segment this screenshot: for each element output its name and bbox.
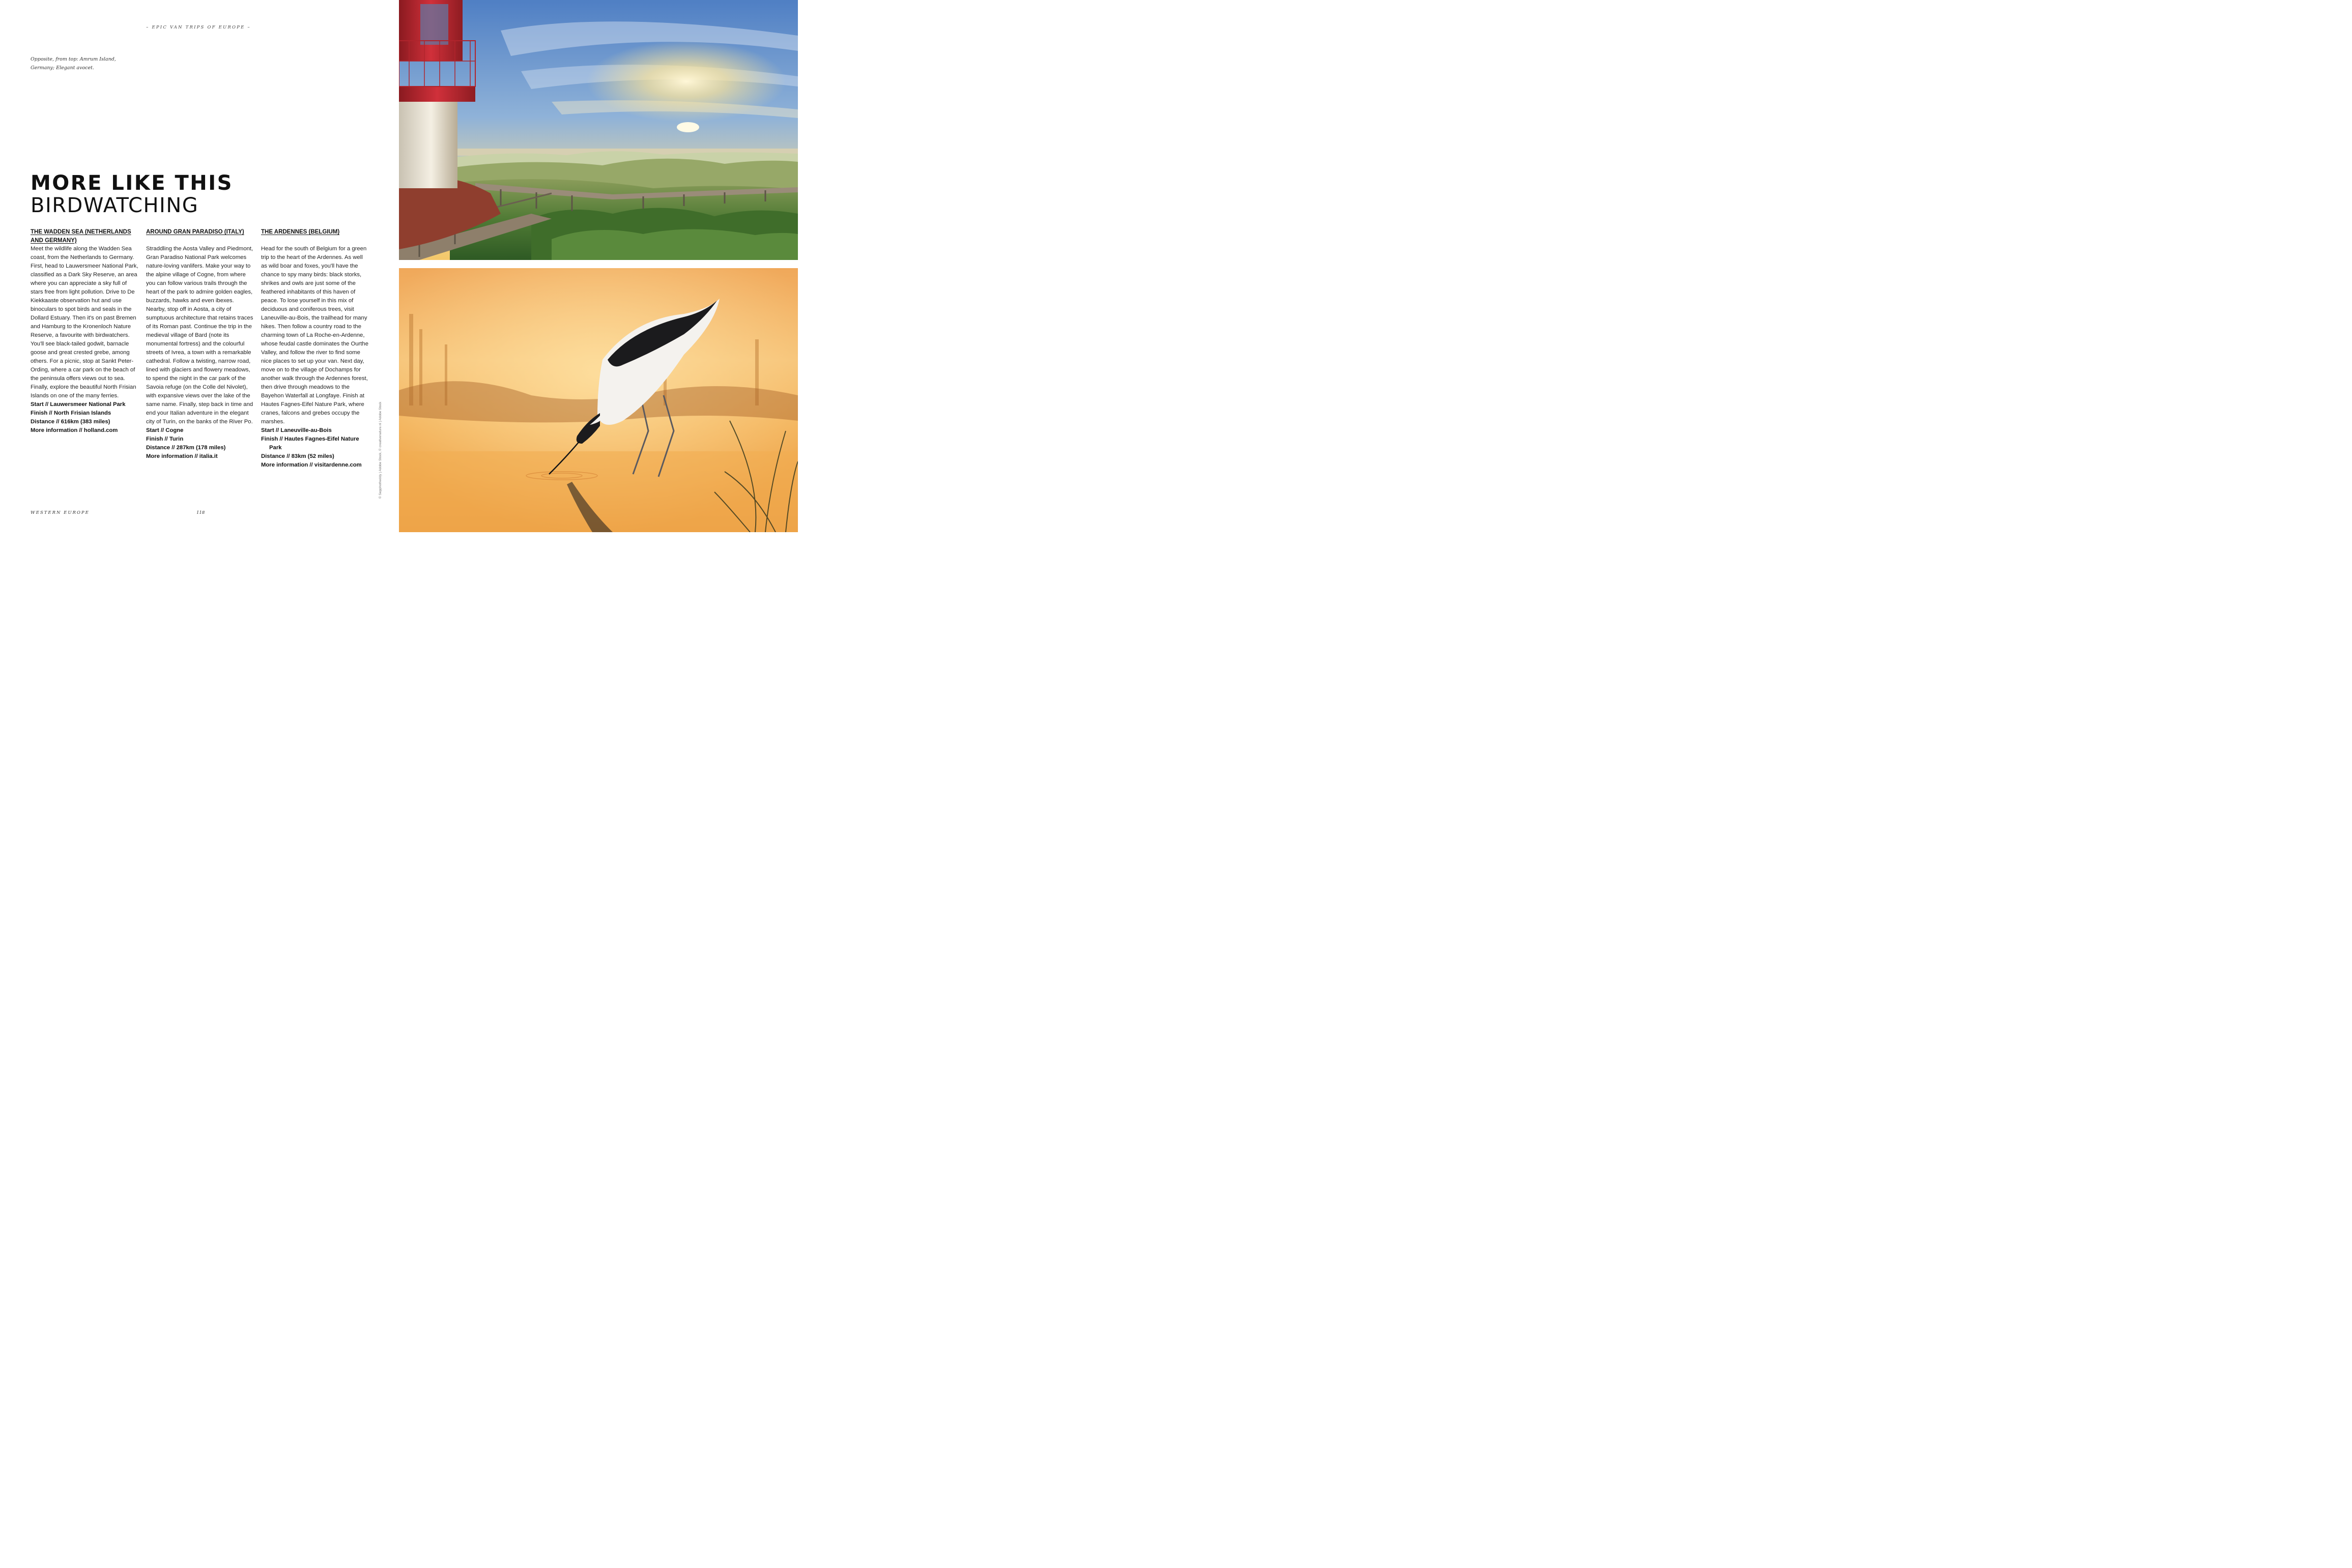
trip-finish: Finish // Hautes Fagnes-Eifel Nature Park	[261, 436, 359, 451]
left-page	[0, 0, 399, 532]
trip-column-gran-paradiso	[146, 228, 254, 461]
trip-start: Start // Laneuville-au-Bois	[261, 427, 332, 433]
running-head: – EPIC VAN TRIPS OF EUROPE –	[146, 25, 251, 30]
headline	[31, 172, 233, 217]
trip-distance: Distance // 287km (178 miles)	[146, 445, 226, 451]
trip-finish: Finish // Turin	[146, 436, 184, 442]
photo-credit: © Sepphotheddy | Adobe Stock, © creativenature.nl | Adobe Stock	[379, 401, 382, 499]
trip-title: THE ARDENNES (BELGIUM)	[261, 229, 340, 235]
trip-more-info: More information // holland.com	[31, 427, 118, 433]
avocet-photo	[399, 268, 798, 532]
trip-start: Start // Lauwersmeer National Park	[31, 401, 126, 408]
trip-start: Start // Cogne	[146, 427, 184, 433]
trip-info	[146, 426, 254, 461]
photo-caption: Opposite, from top: Amrum Island, Germany; Elegant avocet.	[31, 56, 116, 71]
trip-title: AROUND GRAN PARADISO (ITALY)	[146, 229, 244, 235]
trip-description: Straddling the Aosta Valley and Piedmont, Gran Paradiso National Park welcomes nature-loving vanlifers. Make your way to the alpine village of Cogne, from where you can follow various trails through the heart of the park to admire golden eagles, buzzards, hawks and even ibexes. Nearby, stop off in Aosta, a city of sumptuous architecture that retains traces of its Roman past. Continue the trip in the medieval village of Bard (note its monumental fortress) and the colourful streets of Ivrea, a town with a remarkable cathedral. Follow a twisting, narrow road, lined with glaciers and flowery meadows, to spend the night in the car park of the Savoia refuge (on the Colle del Nivolet), with expansive views over the lake of the same name. Finally, step back in time and end your Italian adventure in the elegant city of Turin, on the banks of the River Po.	[146, 246, 253, 425]
trip-more-info: More information // italia.it	[146, 453, 218, 459]
trip-column-wadden-sea	[31, 228, 138, 435]
trip-column-ardennes	[261, 228, 369, 470]
trip-more-info: More information // visitardenne.com	[261, 462, 362, 468]
trip-description: Meet the wildlife along the Wadden Sea coast, from the Netherlands to Germany. First, head to Lauwersmeer National Park, classified as a Dark Sky Reserve, an area where you can appreciate a sky full of stars free from light pollution. Drive to De Kiekkaaste observation hut and use binoculars to spot birds and seals in the Dollard Estuary. Then it's on past Bremen and Hamburg to the Kronenloch Nature Reserve, a favourite with birdwatchers. You'll see black-tailed godwit, barnacle goose and great crested grebe, among others. For a picnic, stop at Sankt Peter-Ording, where a car park on the beach of the peninsula offers views out to sea. Finally, explore the beautiful North Frisian Islands on one of the many ferries.	[31, 246, 138, 399]
trip-info	[31, 400, 138, 435]
trip-description: Head for the south of Belgium for a green trip to the heart of the Ardennes. As well as wild boar and foxes, you'll have the chance to spy many birds: black storks, shrikes and owls are just some of the feathered inhabitants of this haven of peace. To lose yourself in this mix of deciduous and coniferous trees, visit Laneuville-au-Bois, the trailhead for many hikes. Then follow a country road to the charming town of La Roche-en-Ardenne, whose feudal castle dominates the Ourthe Valley, and follow the river to find some nice places to set up your van. Next day, move on to the village of Dochamps for another walk through the Ardennes forest, then drive through meadows to the Bayehon Waterfall at Longfaye. Finish at Hautes Fagnes-Eifel Nature Park, where cranes, falcons and grebes occupy the marshes.	[261, 246, 369, 425]
headline-sub: BIRDWATCHING	[31, 194, 199, 217]
footer-section-name: WESTERN EUROPE	[31, 510, 90, 515]
trip-title: THE WADDEN SEA (NETHERLANDS AND GERMANY)	[31, 229, 131, 244]
headline-main: MORE LIKE THIS	[31, 171, 233, 195]
trip-distance: Distance // 616km (383 miles)	[31, 419, 110, 425]
trip-finish: Finish // North Frisian Islands	[31, 410, 111, 416]
page-number: 118	[196, 510, 205, 515]
trip-distance: Distance // 83km (52 miles)	[261, 453, 334, 459]
lighthouse-photo	[399, 0, 798, 260]
trip-info	[261, 426, 369, 470]
